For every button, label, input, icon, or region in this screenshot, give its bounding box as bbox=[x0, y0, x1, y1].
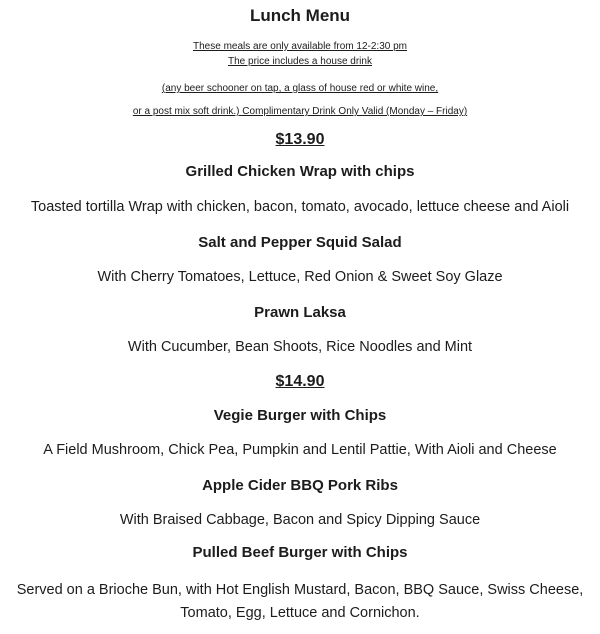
item-description-grilled-chicken-wrap: Toasted tortilla Wrap with chicken, bacon, tomato, avocado, lettuce cheese and Aioli bbox=[30, 199, 570, 215]
note-line-house-drink: The price includes a house drink bbox=[228, 56, 372, 67]
item-name-squid-salad: Salt and Pepper Squid Salad bbox=[198, 234, 402, 251]
item-description-pulled-beef-burger: Served on a Brioche Bun, with Hot English Mustard, Bacon, BBQ Sauce, Swiss Cheese, Tomato, Egg, Lettuce and Cornichon. bbox=[16, 582, 584, 621]
item-name-pulled-beef-burger: Pulled Beef Burger with Chips bbox=[192, 544, 408, 561]
item-name-vegie-burger: Vegie Burger with Chips bbox=[213, 407, 387, 424]
item-description-vegie-burger: A Field Mushroom, Chick Pea, Pumpkin and Lentil Pattie, With Aioli and Cheese bbox=[43, 442, 557, 458]
note-line-drink-options: (any beer schooner on tap, a glass of house red or white wine, bbox=[161, 83, 439, 94]
price-heading-1490: $14.90 bbox=[275, 373, 325, 390]
item-description-pork-ribs: With Braised Cabbage, Bacon and Spicy Dipping Sauce bbox=[119, 512, 481, 528]
item-name-prawn-laksa: Prawn Laksa bbox=[254, 304, 346, 321]
availability-note bbox=[0, 39, 600, 69]
item-description-squid-salad: With Cherry Tomatoes, Lettuce, Red Onion & Sweet Soy Glaze bbox=[97, 269, 503, 285]
item-name-pork-ribs: Apple Cider BBQ Pork Ribs bbox=[202, 477, 398, 494]
price-heading-1390: $13.90 bbox=[275, 131, 325, 148]
page-title: Lunch Menu bbox=[249, 6, 351, 25]
item-description-prawn-laksa: With Cucumber, Bean Shoots, Rice Noodles and Mint bbox=[127, 339, 473, 355]
item-name-grilled-chicken-wrap: Grilled Chicken Wrap with chips bbox=[185, 163, 415, 180]
note-line-availability: These meals are only available from 12-2:30 pm bbox=[193, 41, 407, 52]
note-line-drink-validity: or a post mix soft drink.) Complimentary Drink Only Valid (Monday – Friday) bbox=[132, 106, 468, 117]
